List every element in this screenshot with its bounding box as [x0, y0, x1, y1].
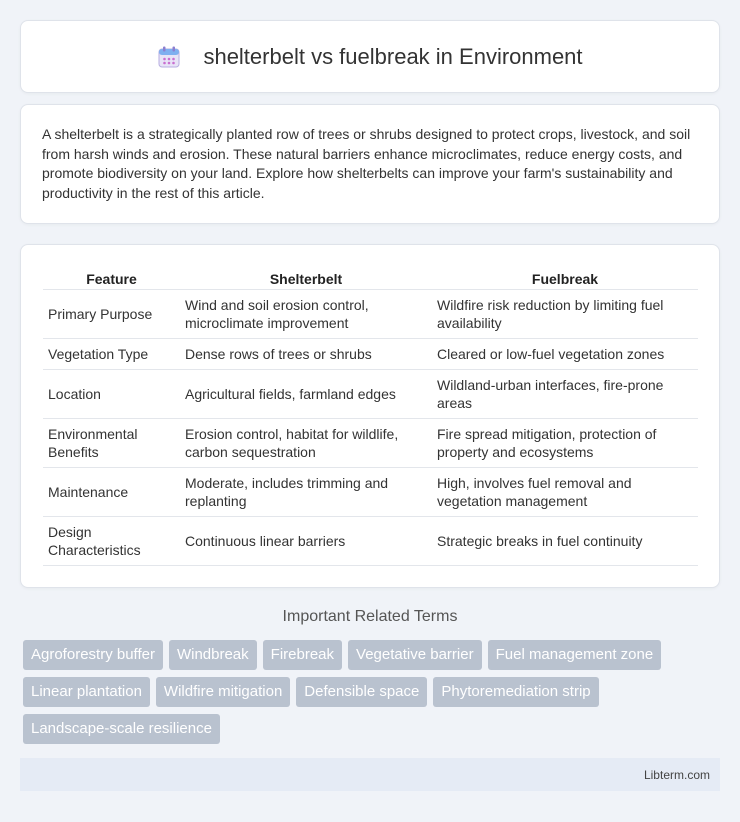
column-header: Shelterbelt	[269, 270, 343, 287]
related-term-tag[interactable]: Landscape-scale resilience	[23, 714, 220, 744]
table-row	[43, 338, 698, 369]
shelterbelt-cell: Continuous linear barriers	[180, 516, 432, 565]
table-row	[43, 369, 698, 418]
comparison-table-card	[20, 244, 720, 588]
fuelbreak-cell: Wildland-urban interfaces, fire-prone areas	[432, 369, 698, 418]
footer-site-link[interactable]: Libterm.com	[643, 767, 710, 782]
shelterbelt-cell: Erosion control, habitat for wildlife, carbon sequestration	[180, 418, 432, 467]
related-term-tag[interactable]: Agroforestry buffer	[23, 640, 163, 670]
fuelbreak-cell: Wildfire risk reduction by limiting fuel availability	[432, 289, 698, 338]
feature-cell: Location	[43, 369, 180, 418]
table-row	[43, 467, 698, 516]
related-term-tag[interactable]: Linear plantation	[23, 677, 150, 707]
shelterbelt-cell: Agricultural fields, farmland edges	[180, 369, 432, 418]
title-card	[20, 20, 720, 93]
fuelbreak-cell: High, involves fuel removal and vegetation management	[432, 467, 698, 516]
intro-card	[20, 104, 720, 224]
related-term-tag[interactable]: Firebreak	[263, 640, 342, 670]
fuelbreak-cell: Strategic breaks in fuel continuity	[432, 516, 698, 565]
related-term-tag[interactable]: Windbreak	[169, 640, 257, 670]
feature-cell: Primary Purpose	[43, 289, 180, 338]
related-term-tag[interactable]: Phytoremediation strip	[433, 677, 598, 707]
comparison-table	[43, 265, 698, 566]
footer	[20, 758, 720, 791]
shelterbelt-cell: Moderate, includes trimming and replanting	[180, 467, 432, 516]
shelterbelt-cell: Wind and soil erosion control, microclimate improvement	[180, 289, 432, 338]
page-title: shelterbelt vs fuelbreak in Environment	[203, 43, 583, 69]
related-term-tag[interactable]: Wildfire mitigation	[156, 677, 290, 707]
related-term-tag[interactable]: Defensible space	[296, 677, 427, 707]
table-header-row	[43, 265, 698, 289]
table-row	[43, 516, 698, 565]
fuelbreak-cell: Fire spread mitigation, protection of property and ecosystems	[432, 418, 698, 467]
column-header: Feature	[86, 270, 137, 287]
shelterbelt-cell: Dense rows of trees or shrubs	[180, 338, 432, 369]
table-row	[43, 289, 698, 338]
feature-cell: Design Characteristics	[43, 516, 180, 565]
column-header: Fuelbreak	[531, 270, 599, 287]
calendar-icon	[157, 45, 181, 69]
related-term-tag[interactable]: Fuel management zone	[488, 640, 662, 670]
table-row	[43, 418, 698, 467]
intro-text: A shelterbelt is a strategically planted row of trees or shrubs designed to protect crops, livestock, and soil from harsh winds and erosion. These natural barriers enhance microclimates, reduce energy costs, and promote biodiversity on your land. Explore how shelterbelts can improve your farm's sustainability and productivity in the rest of this article.	[42, 126, 691, 201]
feature-cell: Maintenance	[43, 467, 180, 516]
related-term-tag[interactable]: Vegetative barrier	[348, 640, 482, 670]
fuelbreak-cell: Cleared or low-fuel vegetation zones	[432, 338, 698, 369]
feature-cell: Environmental Benefits	[43, 418, 180, 467]
feature-cell: Vegetation Type	[43, 338, 180, 369]
related-terms-title: Important Related Terms	[282, 608, 458, 625]
related-terms-list	[23, 640, 703, 744]
